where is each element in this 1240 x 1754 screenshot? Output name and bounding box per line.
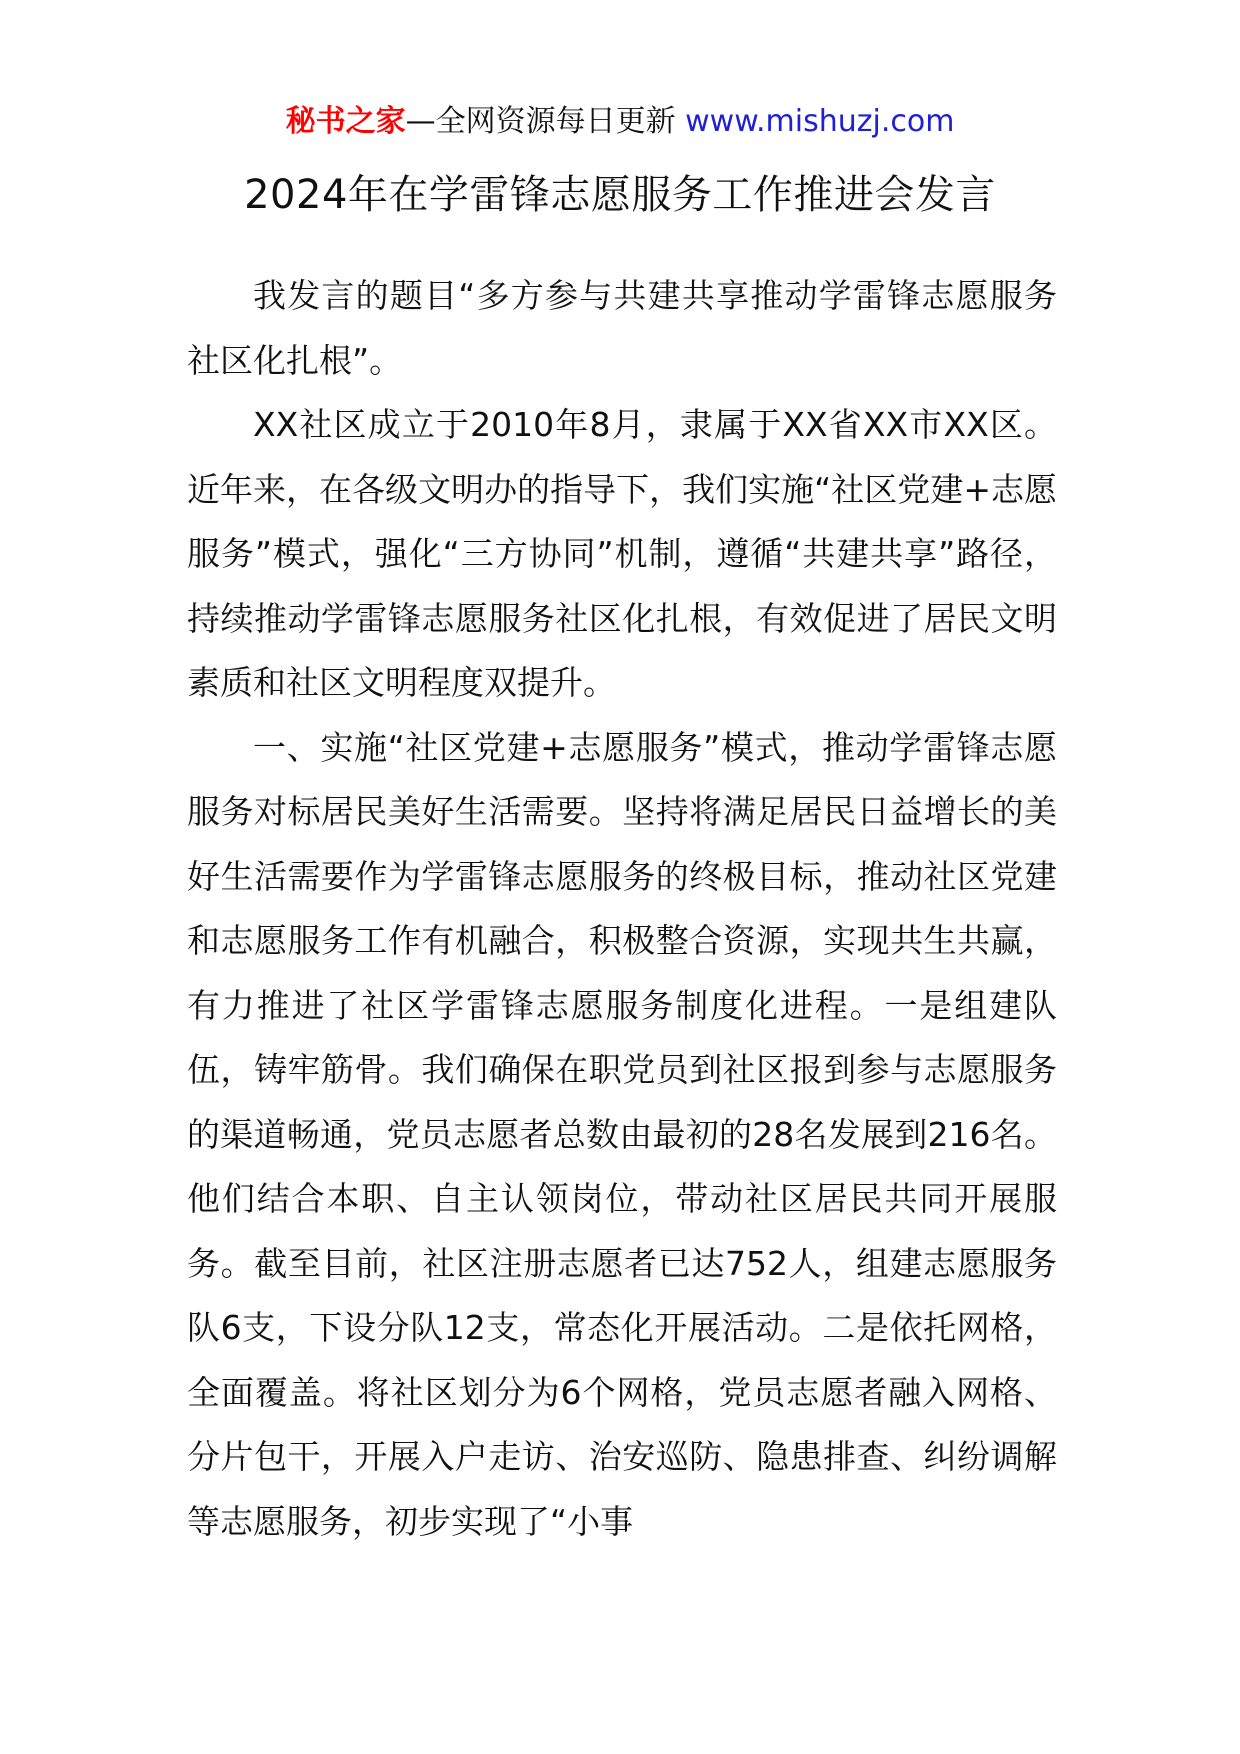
section-heading-1: 一、实施“社区党建+志愿服务”模式，推动学雷锋志愿服务对标居民美好生活需要。	[187, 727, 1057, 831]
site-header	[0, 100, 1240, 144]
site-url-link[interactable]: www.mishuzj.com	[685, 104, 955, 139]
document-body	[187, 264, 1057, 1554]
paragraph-topic: 我发言的题目“多方参与共建共享推动学雷锋志愿服务社区化扎根”。	[187, 276, 1057, 380]
paragraph-section-1	[187, 716, 1057, 1555]
document-title: 2024年在学雷锋志愿服务工作推进会发言	[244, 172, 996, 218]
paragraph-overview: XX社区成立于2010年8月，隶属于XX省XX市XX区。近年来，在各级文明办的指导下，我们实施“社区党建+志愿服务”模式，强化“三方协同”机制，遵循“共建共享”路径，持续推动学雷锋志愿服务社区化扎根，有效促进了居民文明素质和社区文明程度双提升。	[187, 405, 1057, 702]
site-tagline: —全网资源每日更新	[405, 104, 676, 139]
brand-name: 秘书之家	[285, 104, 406, 139]
section-1-text: 坚持将满足居民日益增长的美好生活需要作为学雷锋志愿服务的终极目标，推动社区党建和志愿服务工作有机融合，积极整合资源，实现共生共赢，有力推进了社区学雷锋志愿服务制度化进程。一是组建队伍，铸牢筋骨。我们确保在职党员到社区报到参与志愿服务的渠道畅通，党员志愿者总数由最初的28名发展到216名。他们结合本职、自主认领岗位，带动社区居民共同开展服务。截至目前，社区注册志愿者已达752人，组建志愿服务队6支，下设分队12支，常态化开展活动。二是依托网格，全面覆盖。将社区划分为6个网格，党员志愿者融入网格、分片包干，开展入户走访、治安巡防、隐患排查、纠纷调解等志愿服务，初步实现了“小事	[187, 792, 1058, 1541]
